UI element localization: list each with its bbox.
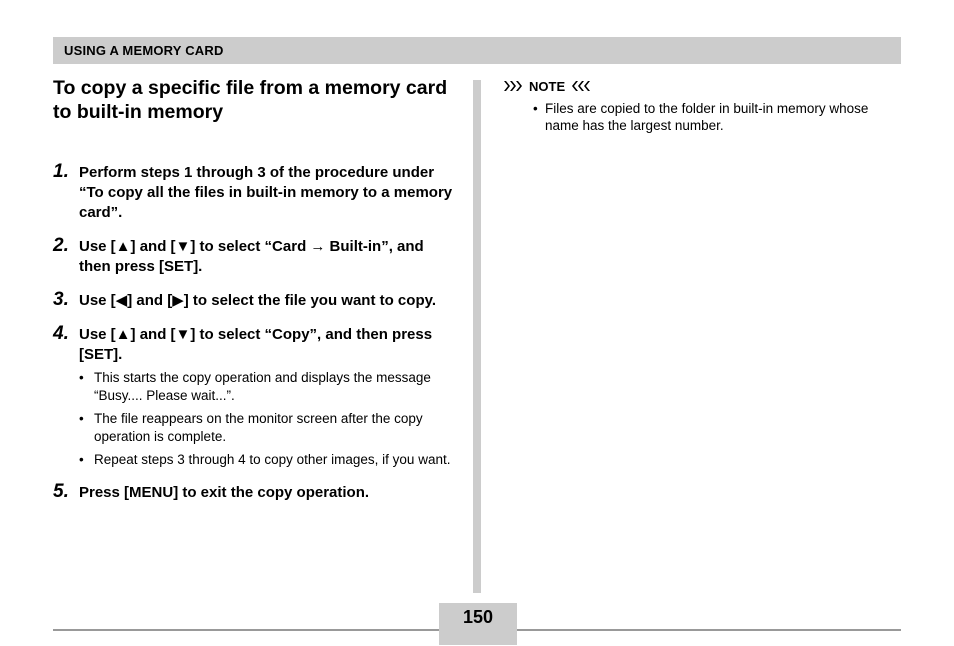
step-text: Use [▲] and [▼] to select “Card → Built-in”, and then press [SET]. — [79, 238, 424, 275]
step-4-bullets — [79, 369, 453, 469]
left-column — [53, 76, 453, 124]
note-label: NOTE — [529, 78, 566, 94]
list-item — [533, 100, 893, 134]
list-item — [79, 410, 453, 446]
step-5 — [53, 483, 453, 503]
list-item — [79, 451, 453, 469]
steps-list — [53, 163, 453, 517]
note-left-chevrons-icon — [503, 80, 525, 92]
note-heading — [503, 77, 893, 95]
note-bullets — [503, 100, 893, 134]
page-number-box — [439, 603, 517, 645]
page-number: 150 — [462, 607, 494, 627]
page-title: To copy a specific file from a memory card to built-in memory — [53, 77, 448, 123]
step-1 — [53, 163, 453, 223]
bullet-icon: • — [79, 452, 84, 467]
step-number: 2. — [53, 235, 69, 256]
note-box — [503, 77, 893, 134]
section-header-text: USING A MEMORY CARD — [64, 43, 224, 58]
step-number: 5. — [53, 481, 69, 502]
step-text: Perform steps 1 through 3 of the procedure under “To copy all the files in built-in memory to a memory card”. — [79, 164, 453, 221]
list-item — [79, 369, 453, 405]
step-number: 4. — [53, 323, 69, 344]
note-right-chevrons-icon — [569, 80, 591, 92]
section-header-bar — [53, 37, 901, 64]
bullet-icon: • — [79, 370, 84, 385]
step-number: 3. — [53, 289, 69, 310]
step-text: Use [◀] and [▶] to select the file you want to copy. — [79, 292, 436, 309]
bullet-text: The file reappears on the monitor screen after the copy operation is complete. — [94, 411, 423, 444]
step-text: Press [MENU] to exit the copy operation. — [79, 484, 370, 501]
bullet-text: Repeat steps 3 through 4 to copy other images, if you want. — [94, 452, 451, 467]
step-text: Use [▲] and [▼] to select “Copy”, and then press [SET]. — [79, 326, 433, 363]
step-4 — [53, 325, 453, 469]
step-number: 1. — [53, 161, 69, 182]
step-3 — [53, 291, 453, 311]
bullet-text: This starts the copy operation and displays the message “Busy.... Please wait...”. — [94, 370, 431, 403]
bullet-text: Files are copied to the folder in built-in memory whose name has the largest number. — [545, 101, 869, 133]
step-2 — [53, 237, 453, 277]
bullet-icon: • — [79, 411, 84, 426]
column-divider — [473, 80, 481, 593]
bullet-icon: • — [533, 101, 538, 116]
